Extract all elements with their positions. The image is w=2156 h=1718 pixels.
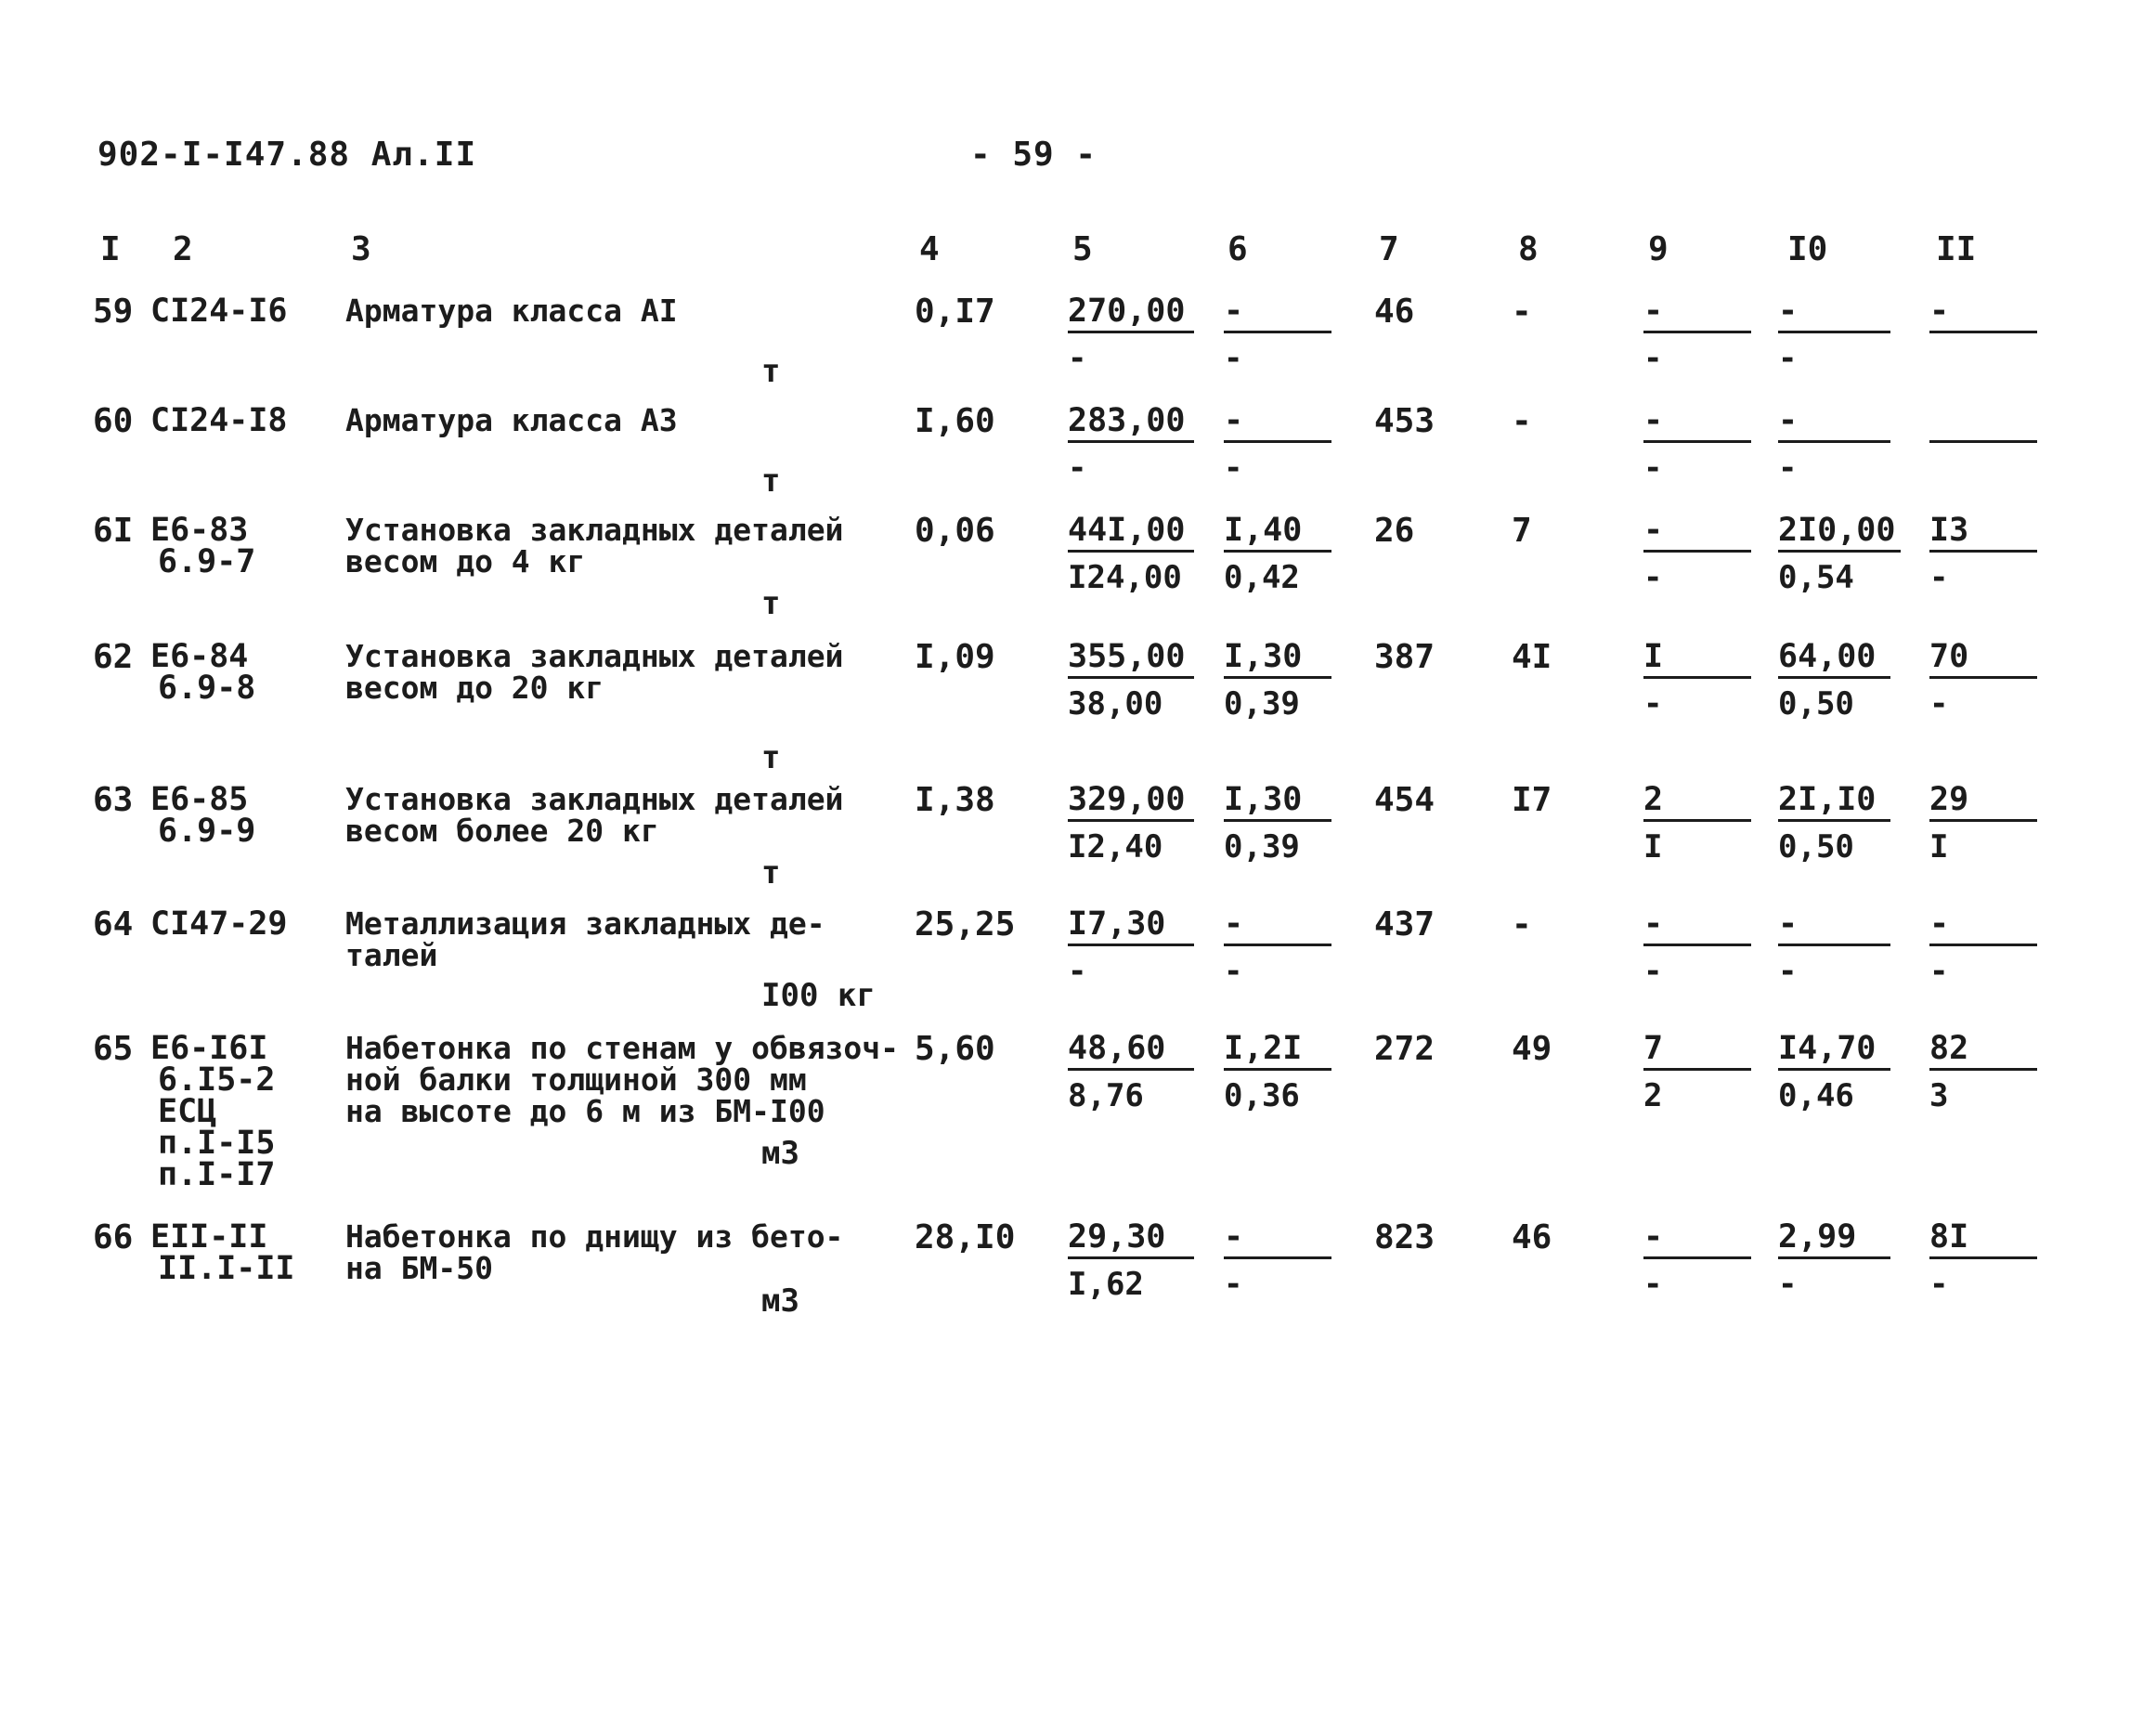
work-description bbox=[345, 1030, 900, 1129]
fraction-c9 bbox=[1643, 781, 1751, 866]
c9-denominator: - bbox=[1643, 953, 1663, 990]
description-line: талей bbox=[345, 937, 438, 973]
fraction-c9 bbox=[1643, 402, 1751, 487]
unit-label: м3 bbox=[761, 1282, 799, 1320]
page-number: - 59 - bbox=[970, 136, 1097, 174]
fraction-c5 bbox=[1068, 402, 1194, 487]
c10-numerator: 2I,I0 bbox=[1778, 784, 1890, 822]
code-line: п.I-I7 bbox=[158, 1156, 276, 1193]
fraction-c11 bbox=[1929, 512, 2037, 596]
c6-denominator: - bbox=[1224, 340, 1243, 377]
col7-value: 46 bbox=[1374, 293, 1415, 331]
code-line: ЕСЦ bbox=[158, 1093, 217, 1130]
unit-label: т bbox=[761, 854, 781, 892]
row-number: 66 bbox=[93, 1218, 134, 1256]
fraction-c5 bbox=[1068, 638, 1194, 722]
c10-numerator: - bbox=[1778, 295, 1890, 333]
fraction-c9 bbox=[1643, 905, 1751, 990]
c11-denominator: - bbox=[1929, 559, 1949, 596]
c6-denominator: - bbox=[1224, 449, 1243, 487]
fraction-c11 bbox=[1929, 638, 2037, 722]
work-description bbox=[345, 905, 825, 973]
work-description bbox=[345, 514, 843, 578]
code-line: п.I-I5 bbox=[158, 1125, 276, 1162]
c5-numerator: 29,30 bbox=[1068, 1221, 1194, 1259]
description-line: весом более 20 кг bbox=[345, 813, 659, 849]
code-line: EII-II bbox=[150, 1218, 268, 1256]
col-header-6: 6 bbox=[1227, 230, 1248, 268]
c6-denominator: 0,42 bbox=[1224, 559, 1300, 596]
work-description bbox=[345, 402, 678, 438]
c5-denominator: - bbox=[1068, 953, 1087, 990]
col8-value: 49 bbox=[1512, 1030, 1552, 1068]
description-line: Установка закладных деталей bbox=[345, 781, 844, 817]
code-line: 6.9-7 bbox=[158, 543, 256, 580]
c11-denominator: I bbox=[1929, 828, 1949, 866]
unit-label: м3 bbox=[761, 1135, 799, 1172]
fraction-c6 bbox=[1224, 1218, 1331, 1303]
work-description bbox=[345, 638, 844, 706]
c9-denominator: - bbox=[1643, 559, 1663, 596]
code-line: E6-I6I bbox=[150, 1030, 268, 1067]
unit-label: т bbox=[761, 739, 781, 776]
quantity: I,09 bbox=[915, 638, 995, 676]
fraction-c6 bbox=[1224, 638, 1331, 722]
description-line: Набетонка по стенам у обвязоч- bbox=[345, 1030, 900, 1066]
c6-numerator: I,2I bbox=[1224, 1033, 1331, 1071]
quantity: 0,I7 bbox=[915, 293, 995, 331]
col8-value: 46 bbox=[1512, 1218, 1552, 1256]
c5-numerator: 283,00 bbox=[1068, 405, 1194, 443]
c11-numerator: 29 bbox=[1929, 784, 2037, 822]
c11-numerator: 70 bbox=[1929, 641, 2037, 679]
row-number: 60 bbox=[93, 402, 134, 440]
c9-denominator: - bbox=[1643, 340, 1663, 377]
fraction-c11 bbox=[1929, 1218, 2037, 1303]
work-description bbox=[345, 295, 678, 327]
c5-numerator: I7,30 bbox=[1068, 908, 1194, 946]
fraction-c6 bbox=[1224, 781, 1331, 866]
resource-code bbox=[150, 293, 288, 330]
fraction-c10 bbox=[1778, 293, 1890, 377]
c10-denominator: - bbox=[1778, 1266, 1798, 1303]
fraction-c6 bbox=[1224, 1030, 1331, 1114]
c11-numerator: 82 bbox=[1929, 1033, 2037, 1071]
c5-denominator: - bbox=[1068, 340, 1087, 377]
c9-denominator: - bbox=[1643, 1266, 1663, 1303]
fraction-c5 bbox=[1068, 293, 1194, 377]
c6-denominator: - bbox=[1224, 953, 1243, 990]
fraction-c10 bbox=[1778, 638, 1890, 722]
c9-numerator: - bbox=[1643, 405, 1751, 443]
c10-denominator: 0,46 bbox=[1778, 1077, 1854, 1114]
fraction-c6 bbox=[1224, 512, 1331, 596]
resource-code bbox=[150, 1218, 295, 1287]
code-line: CI24-I8 bbox=[150, 402, 288, 439]
fraction-c5 bbox=[1068, 512, 1194, 596]
description-line: весом до 20 кг bbox=[345, 670, 604, 706]
fraction-c6 bbox=[1224, 402, 1331, 487]
fraction-c11 bbox=[1929, 295, 2037, 343]
fraction-c9 bbox=[1643, 1218, 1751, 1303]
c10-numerator: - bbox=[1778, 405, 1890, 443]
c6-denominator: 0,39 bbox=[1224, 685, 1300, 722]
c10-denominator: 0,50 bbox=[1778, 685, 1854, 722]
col7-value: 26 bbox=[1374, 512, 1415, 550]
description-line: Установка закладных деталей bbox=[345, 512, 844, 548]
c9-denominator: 2 bbox=[1643, 1077, 1663, 1114]
quantity: 5,60 bbox=[915, 1030, 995, 1068]
code-line: 6.9-8 bbox=[158, 670, 256, 707]
c10-numerator: 64,00 bbox=[1778, 641, 1890, 679]
col8-value: I7 bbox=[1512, 781, 1552, 819]
fraction-c10 bbox=[1778, 512, 1901, 596]
description-line: Арматура класса A3 bbox=[345, 402, 678, 438]
c11-numerator: I3 bbox=[1929, 514, 2037, 553]
fraction-c10 bbox=[1778, 1030, 1890, 1114]
c9-denominator: I bbox=[1643, 828, 1663, 866]
row-number: 6I bbox=[93, 512, 134, 550]
c10-denominator: - bbox=[1778, 449, 1798, 487]
fraction-c5 bbox=[1068, 905, 1194, 990]
c11-denominator: 3 bbox=[1929, 1077, 1949, 1114]
col-header-1: I bbox=[100, 230, 121, 268]
c10-denominator: 0,50 bbox=[1778, 828, 1854, 866]
unit-label: т bbox=[761, 353, 781, 390]
unit-label: т bbox=[761, 462, 781, 500]
col-header-8: 8 bbox=[1518, 230, 1539, 268]
c11-numerator: 8I bbox=[1929, 1221, 2037, 1259]
col7-value: 453 bbox=[1374, 402, 1435, 440]
col7-value: 272 bbox=[1374, 1030, 1435, 1068]
c5-denominator: I24,00 bbox=[1068, 559, 1182, 596]
col7-value: 437 bbox=[1374, 905, 1435, 944]
fraction-c5 bbox=[1068, 1218, 1194, 1303]
c6-numerator: - bbox=[1224, 405, 1331, 443]
c11-numerator bbox=[1929, 405, 2037, 443]
col-header-10: I0 bbox=[1787, 230, 1828, 268]
row-number: 63 bbox=[93, 781, 134, 819]
fraction-c11 bbox=[1929, 905, 2037, 990]
row-number: 64 bbox=[93, 905, 134, 944]
col8-value: - bbox=[1512, 905, 1532, 944]
c6-numerator: - bbox=[1224, 295, 1331, 333]
c11-numerator: - bbox=[1929, 908, 2037, 946]
c5-denominator: I,62 bbox=[1068, 1266, 1144, 1303]
quantity: 28,I0 bbox=[915, 1218, 1016, 1256]
c10-numerator: I4,70 bbox=[1778, 1033, 1890, 1071]
fraction-c9 bbox=[1643, 293, 1751, 377]
c5-numerator: 329,00 bbox=[1068, 784, 1194, 822]
resource-code bbox=[150, 1030, 276, 1193]
col-header-5: 5 bbox=[1072, 230, 1093, 268]
c9-numerator: - bbox=[1643, 514, 1751, 553]
col-header-2: 2 bbox=[173, 230, 193, 268]
fraction-c10 bbox=[1778, 905, 1890, 990]
fraction-c9 bbox=[1643, 512, 1751, 596]
fraction-c10 bbox=[1778, 402, 1890, 487]
description-line: весом до 4 кг bbox=[345, 543, 586, 579]
col-header-4: 4 bbox=[919, 230, 940, 268]
fraction-c9 bbox=[1643, 1030, 1751, 1114]
c10-denominator: - bbox=[1778, 340, 1798, 377]
description-line: Металлизация закладных де- bbox=[345, 905, 825, 942]
c10-numerator: - bbox=[1778, 908, 1890, 946]
col8-value: - bbox=[1512, 293, 1532, 331]
fraction-c11 bbox=[1929, 405, 2037, 452]
unit-label: т bbox=[761, 585, 781, 622]
fraction-c9 bbox=[1643, 638, 1751, 722]
col7-value: 823 bbox=[1374, 1218, 1435, 1256]
code-line: 6.I5-2 bbox=[158, 1061, 276, 1099]
c9-numerator: - bbox=[1643, 1221, 1751, 1259]
description-line: ной балки толщиной 300 мм bbox=[345, 1061, 807, 1098]
col-header-11: II bbox=[1936, 230, 1977, 268]
fraction-c11 bbox=[1929, 781, 2037, 866]
fraction-c6 bbox=[1224, 293, 1331, 377]
c6-numerator: I,40 bbox=[1224, 514, 1331, 553]
code-line: E6-85 bbox=[150, 781, 249, 818]
quantity: 25,25 bbox=[915, 905, 1016, 944]
col-header-3: 3 bbox=[351, 230, 371, 268]
resource-code bbox=[150, 402, 288, 439]
c9-denominator: - bbox=[1643, 449, 1663, 487]
row-number: 59 bbox=[93, 293, 134, 331]
fraction-c5 bbox=[1068, 781, 1194, 866]
c5-denominator: I2,40 bbox=[1068, 828, 1163, 866]
description-line: Арматура класса AI bbox=[345, 293, 678, 329]
col8-value: 4I bbox=[1512, 638, 1552, 676]
c6-numerator: I,30 bbox=[1224, 784, 1331, 822]
c6-denominator: 0,36 bbox=[1224, 1077, 1300, 1114]
description-line: Установка закладных деталей bbox=[345, 638, 844, 674]
fraction-c6 bbox=[1224, 905, 1331, 990]
c5-numerator: 48,60 bbox=[1068, 1033, 1194, 1071]
col-header-7: 7 bbox=[1379, 230, 1399, 268]
c9-denominator: - bbox=[1643, 685, 1663, 722]
quantity: I,38 bbox=[915, 781, 995, 819]
c5-numerator: 44I,00 bbox=[1068, 514, 1194, 553]
c5-numerator: 270,00 bbox=[1068, 295, 1194, 333]
c6-numerator: I,30 bbox=[1224, 641, 1331, 679]
fraction-c5 bbox=[1068, 1030, 1194, 1114]
description-line: Набетонка по днищу из бето- bbox=[345, 1218, 844, 1255]
c9-numerator: - bbox=[1643, 295, 1751, 333]
code-line: CI24-I6 bbox=[150, 293, 288, 330]
fraction-c10 bbox=[1778, 1218, 1890, 1303]
c11-numerator: - bbox=[1929, 295, 2037, 333]
c6-numerator: - bbox=[1224, 908, 1331, 946]
code-line: II.I-II bbox=[158, 1250, 295, 1287]
col7-value: 454 bbox=[1374, 781, 1435, 819]
fraction-c10 bbox=[1778, 781, 1890, 866]
document-id: 902-I-I47.88 Ал.II bbox=[97, 136, 477, 174]
quantity: I,60 bbox=[915, 402, 995, 440]
c9-numerator: I bbox=[1643, 641, 1751, 679]
c10-numerator: 2,99 bbox=[1778, 1221, 1890, 1259]
col-header-9: 9 bbox=[1648, 230, 1669, 268]
c5-numerator: 355,00 bbox=[1068, 641, 1194, 679]
row-number: 62 bbox=[93, 638, 134, 676]
work-description bbox=[345, 781, 844, 849]
c9-numerator: 2 bbox=[1643, 784, 1751, 822]
c11-denominator: - bbox=[1929, 1266, 1949, 1303]
resource-code bbox=[150, 514, 255, 578]
c11-denominator: - bbox=[1929, 953, 1949, 990]
unit-label: I00 кг bbox=[761, 977, 876, 1014]
code-line: E6-83 bbox=[150, 512, 249, 549]
description-line: на высоте до 6 м из БМ-I00 bbox=[345, 1093, 825, 1129]
code-line: E6-84 bbox=[150, 638, 249, 675]
resource-code bbox=[150, 638, 256, 707]
work-description bbox=[345, 1218, 844, 1286]
code-line: 6.9-9 bbox=[158, 813, 256, 850]
c9-numerator: - bbox=[1643, 908, 1751, 946]
c11-denominator: - bbox=[1929, 685, 1949, 722]
c10-numerator: 2I0,00 bbox=[1778, 514, 1901, 553]
fraction-c11 bbox=[1929, 1030, 2037, 1114]
row-number: 65 bbox=[93, 1030, 134, 1068]
c9-numerator: 7 bbox=[1643, 1033, 1751, 1071]
description-line: на БМ-50 bbox=[345, 1250, 493, 1286]
c10-denominator: - bbox=[1778, 953, 1798, 990]
resource-code bbox=[150, 905, 288, 943]
c5-denominator: 8,76 bbox=[1068, 1077, 1144, 1114]
c5-denominator: 38,00 bbox=[1068, 685, 1163, 722]
c10-denominator: 0,54 bbox=[1778, 559, 1854, 596]
quantity: 0,06 bbox=[915, 512, 995, 550]
c6-denominator: 0,39 bbox=[1224, 828, 1300, 866]
col8-value: 7 bbox=[1512, 512, 1532, 550]
col8-value: - bbox=[1512, 402, 1532, 440]
c5-denominator: - bbox=[1068, 449, 1087, 487]
col7-value: 387 bbox=[1374, 638, 1435, 676]
code-line: CI47-29 bbox=[150, 905, 288, 943]
c6-numerator: - bbox=[1224, 1221, 1331, 1259]
c6-denominator: - bbox=[1224, 1266, 1243, 1303]
resource-code bbox=[150, 781, 256, 850]
